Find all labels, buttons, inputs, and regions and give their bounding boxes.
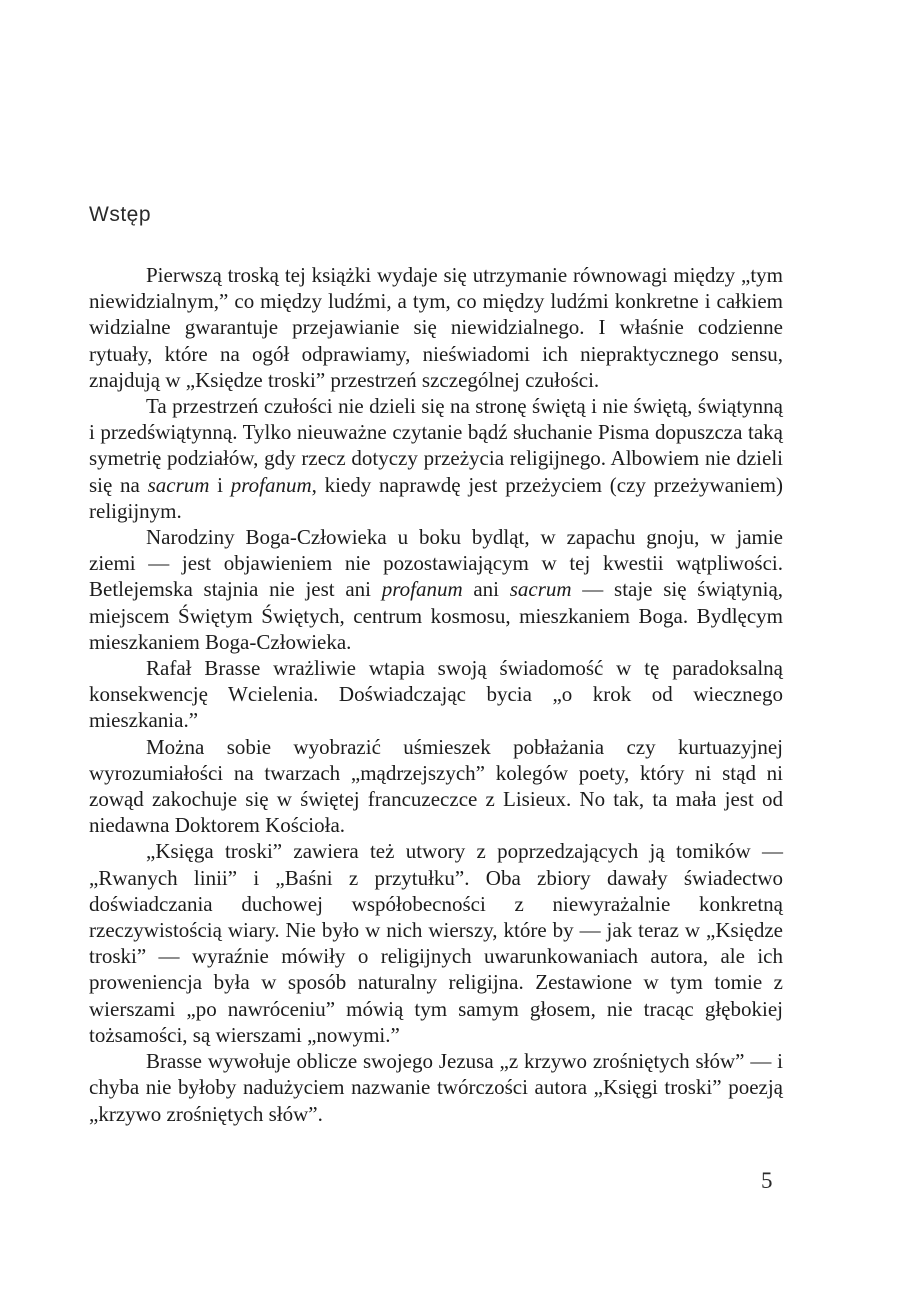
text-segment: — staje się świątynią, miejscem Świętym Świętych, centrum kosmosu, mieszkaniem Boga. Bydlęcym mieszkaniem Boga-Człowieka.	[89, 577, 784, 654]
chapter-heading: Wstęp	[89, 203, 152, 226]
paragraph	[89, 524, 783, 655]
italic-term: profanum	[381, 577, 463, 602]
paragraph	[89, 393, 783, 524]
paragraph	[89, 1048, 783, 1127]
page-number: 5	[761, 1168, 773, 1193]
text-segment: , kiedy naprawdę jest przeżyciem (czy przeżywaniem) religijnym.	[89, 472, 784, 523]
body-text	[89, 262, 783, 1127]
italic-term: sacrum	[509, 577, 572, 602]
text-segment: „Księga troski” zawiera też utwory z poprzedzających ją tomików — „Rwanych linii” i „Baśni z przytułku”. Oba zbiory dawały świadectwo doświadczania duchowej współobecności z niewyrażalnie konkretną rzeczywistością wiary. Nie było w nich wierszy, które by — jak teraz w „Księdze troski” — wyraźnie mówiły o religijnych uwarunkowaniach autora, ale ich proweniencja była w sposób naturalny religijna. Zestawione w tym tomie z wierszami „po nawróceniu” mówią tym samym głosem, nie tracąc głębokiej tożsamości, są wierszami „nowymi.”	[89, 839, 783, 1047]
text-segment: Można sobie wyobrazić uśmieszek pobłażania czy kurtuazyjnej wyrozumiałości na twarzach „mądrzejszych” kolegów poety, który ni stąd ni zowąd zakochuje się w świętej francuzeczce z Lisieux. No tak, ta mała jest od niedawna Doktorem Kościoła.	[89, 734, 783, 838]
italic-term: profanum	[230, 472, 312, 497]
text-segment: Ta przestrzeń czułości nie dzieli się na stronę świętą i nie świętą, świątynną i przedświątynną. Tylko nieuważne czytanie bądź słuchanie Pisma dopuszcza taką symetrię podziałów, gdy rzecz dotyczy przeżycia religijnego. Albowiem nie dzieli się na	[89, 394, 783, 497]
paragraph	[89, 262, 783, 393]
italic-term: sacrum	[147, 472, 210, 497]
paragraph	[89, 734, 783, 839]
paragraph	[89, 655, 783, 734]
text-segment: ani	[462, 577, 510, 602]
text-segment: Rafał Brasse wrażliwie wtapia swoją świadomość w tę paradoksalną konsekwencję Wcielenia. Doświadczając bycia „o krok od wiecznego mieszkania.”	[89, 656, 783, 733]
paragraph	[89, 838, 783, 1048]
text-segment: Brasse wywołuje oblicze swojego Jezusa „z krzywo zrośniętych słów” — i chyba nie byłoby nadużyciem nazwanie twórczości autora „Księgi troski” poezją „krzywo zrośniętych słów”.	[89, 1049, 783, 1126]
text-segment: Pierwszą troską tej książki wydaje się utrzymanie równowagi między „tym niewidzialnym,” co między ludźmi, a tym, co między ludźmi konkretne i całkiem widzialne gwarantuje przejawianie się niewidzialnego. I właśnie codzienne rytuały, które na ogół odprawiamy, nieświadomi ich niepraktycznego sensu, znajdują w „Księdze troski” przestrzeń szczególnej czułości.	[89, 263, 783, 392]
text-segment: Narodziny Boga-Człowieka u boku bydląt, w zapachu gnoju, w jamie ziemi — jest objawieniem nie pozostawiającym w tej kwestii wątpliwości. Betlejemska stajnia nie jest ani	[89, 525, 783, 602]
text-segment: i	[209, 472, 231, 497]
